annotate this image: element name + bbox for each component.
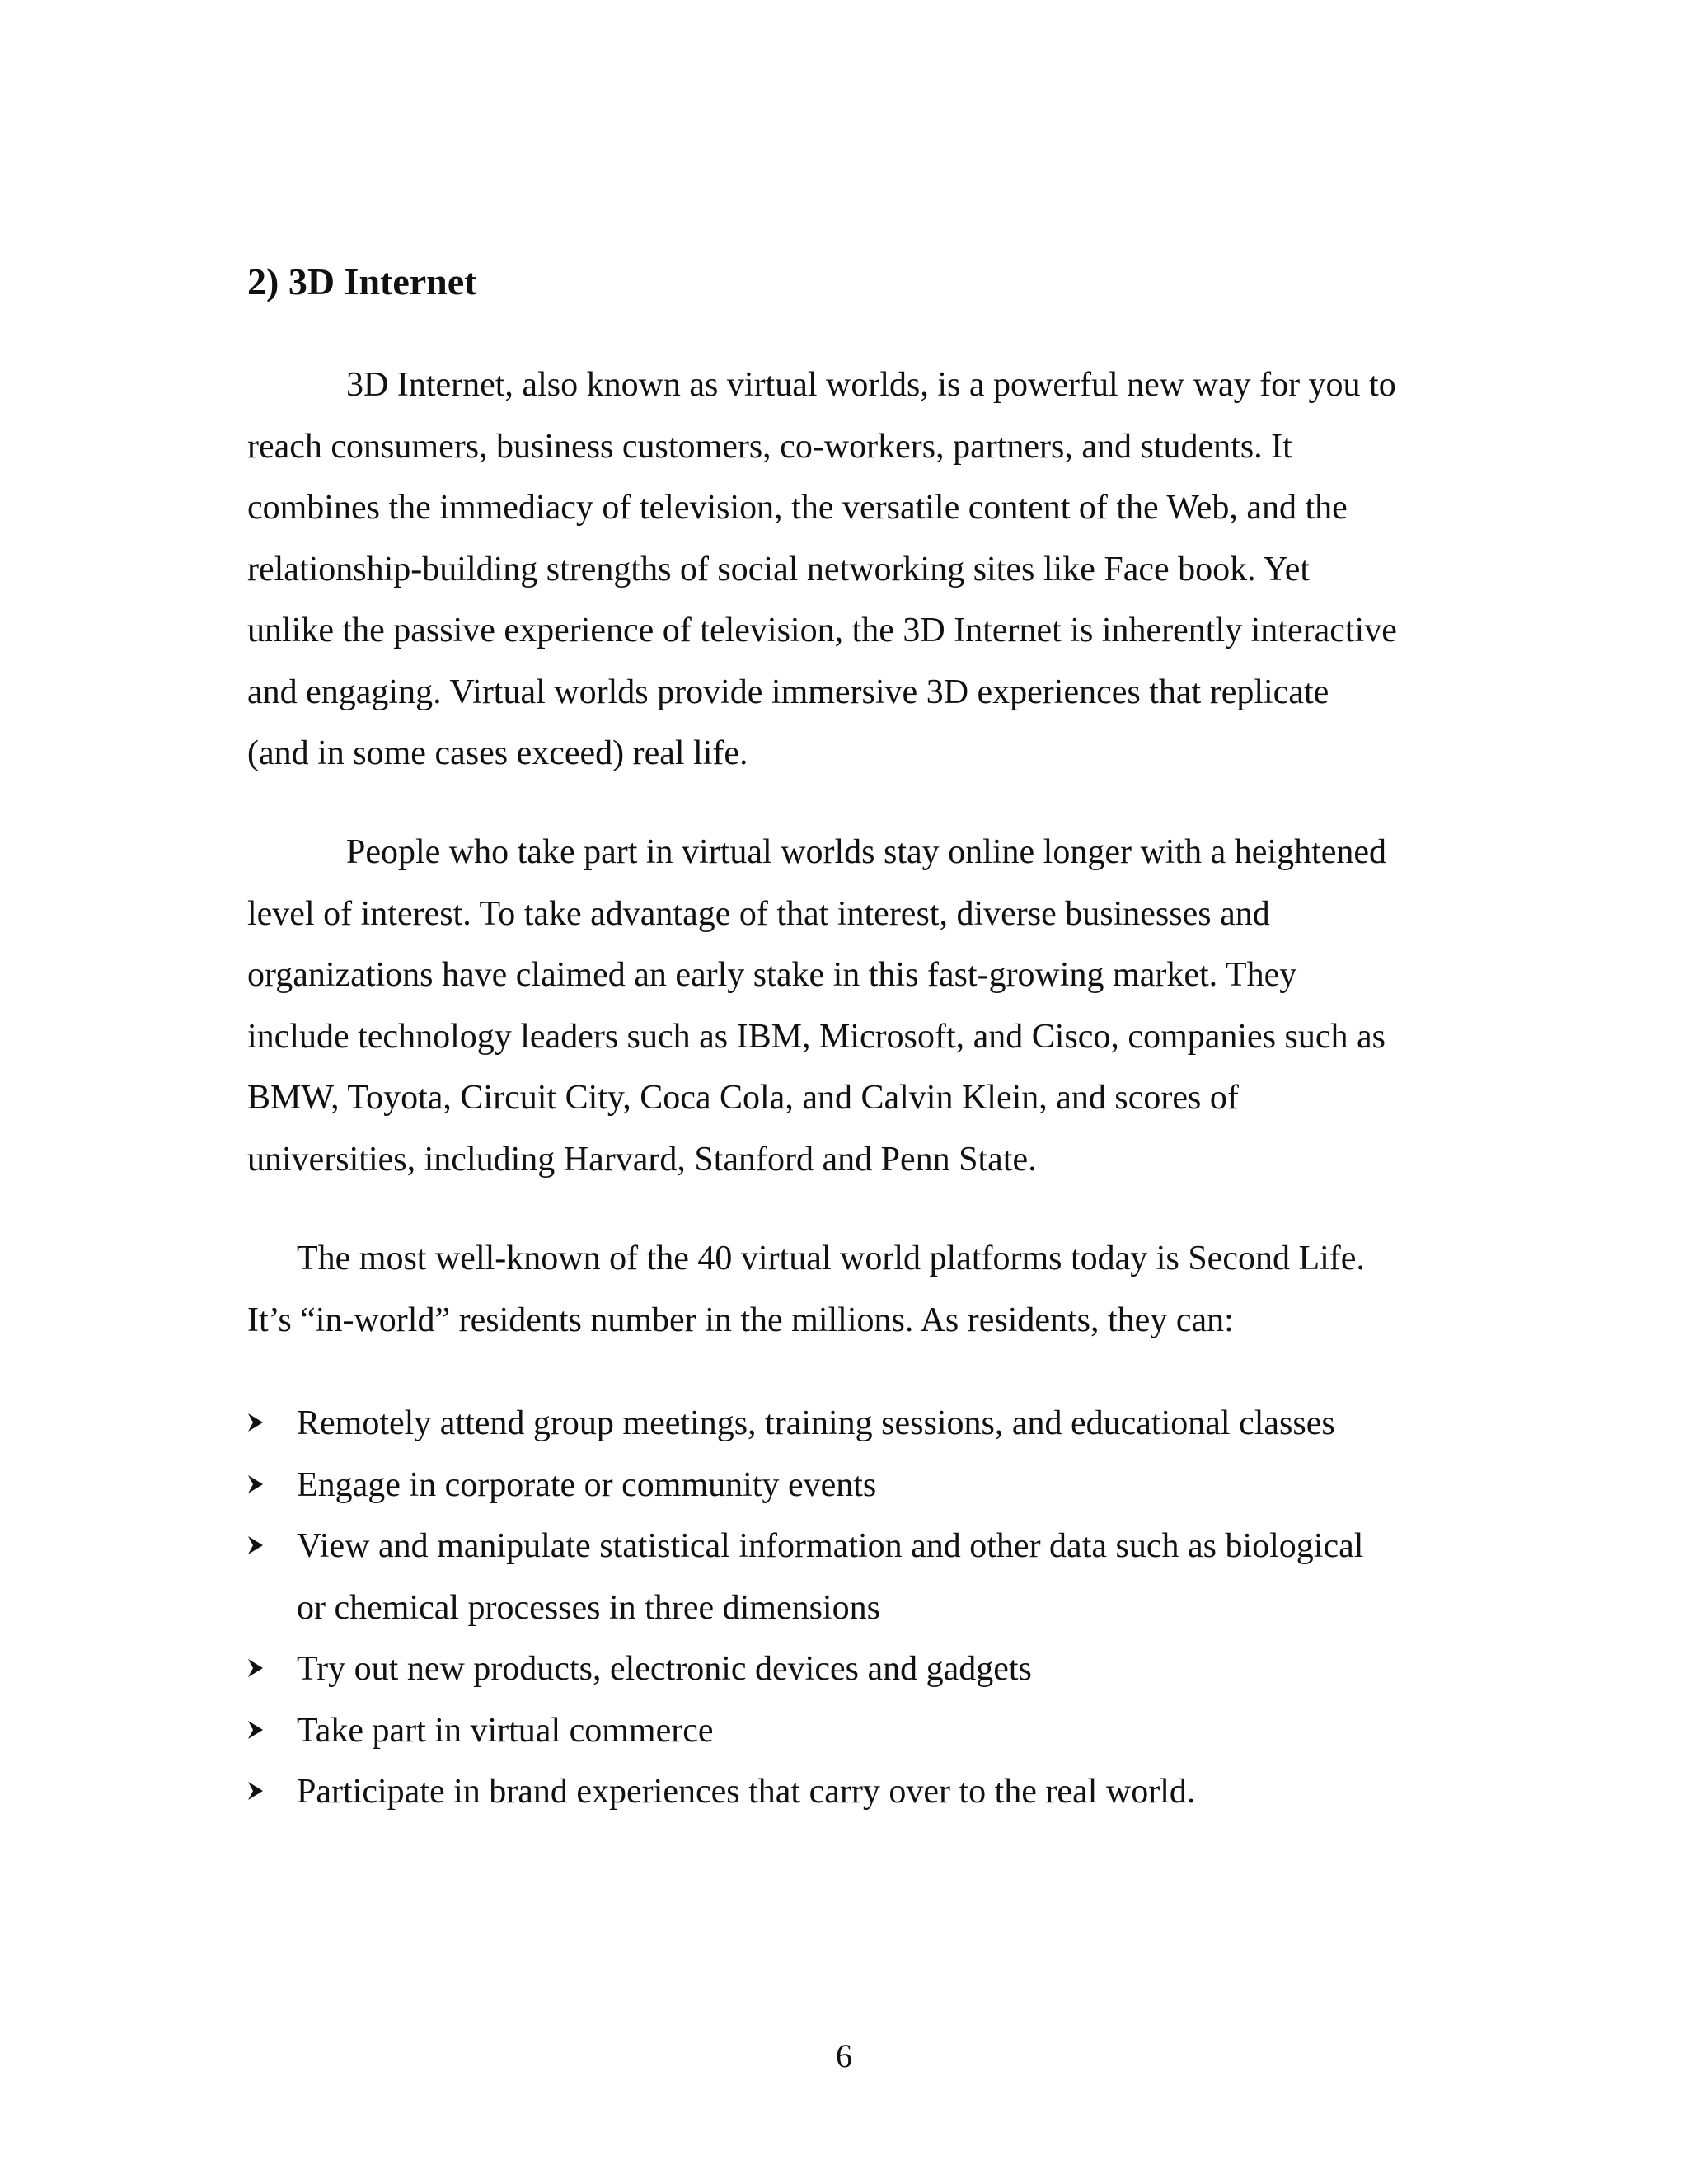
list-item — [247, 1393, 1451, 1455]
paragraph-participants — [247, 822, 1451, 1190]
paragraph-line: unlike the passive experience of television, the 3D Internet is inherently interactive — [247, 612, 1397, 649]
paragraph-line: The most well-known of the 40 virtual world platforms today is Second Life. — [297, 1240, 1365, 1277]
list-item — [247, 1761, 1451, 1823]
paragraph-line: organizations have claimed an early stake in this fast-growing market. They — [247, 956, 1297, 994]
paragraph-intro — [247, 354, 1451, 785]
section-heading: 2) 3D Internet — [247, 260, 477, 302]
paragraph-line: and engaging. Virtual worlds provide immersive 3D experiences that replicate — [247, 673, 1329, 711]
list-item-text: or chemical processes in three dimensions — [297, 1588, 880, 1627]
paragraph-line: relationship-building strengths of social networking sites like Face book. Yet — [247, 550, 1310, 588]
arrowhead-bullet-icon — [247, 1474, 264, 1494]
list-item-text: Remotely attend group meetings, training sessions, and educational classes — [297, 1404, 1335, 1442]
paragraph-line: reach consumers, business customers, co-workers, partners, and students. It — [247, 427, 1292, 466]
paragraph-line: BMW, Toyota, Circuit City, Coca Cola, and Calvin Klein, and scores of — [247, 1079, 1239, 1117]
paragraph-line: It’s “in-world” residents number in the millions. As residents, they can: — [247, 1301, 1234, 1339]
paragraph-line: (and in some cases exceed) real life. — [247, 734, 748, 772]
paragraph-second-life — [247, 1228, 1451, 1351]
capabilities-list — [247, 1393, 1451, 1823]
paragraph-line: People who take part in virtual worlds stay online longer with a heightened — [346, 833, 1387, 871]
arrowhead-bullet-icon — [247, 1413, 264, 1432]
list-item — [247, 1638, 1451, 1700]
paragraph-line: level of interest. To take advantage of that interest, diverse businesses and — [247, 894, 1270, 933]
arrowhead-bullet-icon — [247, 1781, 264, 1801]
arrowhead-bullet-icon — [247, 1720, 264, 1740]
list-item — [247, 1455, 1451, 1516]
arrowhead-bullet-icon — [247, 1535, 264, 1555]
arrowhead-bullet-icon — [247, 1658, 264, 1678]
list-item-text: View and manipulate statistical information and other data such as biological — [297, 1527, 1364, 1565]
list-item-text: Take part in virtual commerce — [297, 1711, 714, 1750]
paragraph-line: include technology leaders such as IBM, Microsoft, and Cisco, companies such as — [247, 1017, 1386, 1056]
list-item-text: Engage in corporate or community events — [297, 1465, 877, 1504]
page-number: 6 — [836, 2037, 852, 2074]
list-item-text: Try out new products, electronic devices and gadgets — [297, 1650, 1032, 1688]
list-item-text: Participate in brand experiences that carry over to the real world. — [297, 1773, 1196, 1811]
paragraph-line: combines the immediacy of television, the versatile content of the Web, and the — [247, 489, 1348, 527]
list-item — [247, 1700, 1451, 1762]
paragraph-line: 3D Internet, also known as virtual worlds, is a powerful new way for you to — [346, 366, 1396, 404]
paragraph-line: universities, including Harvard, Stanford and Penn State. — [247, 1140, 1037, 1179]
list-item — [247, 1516, 1451, 1638]
